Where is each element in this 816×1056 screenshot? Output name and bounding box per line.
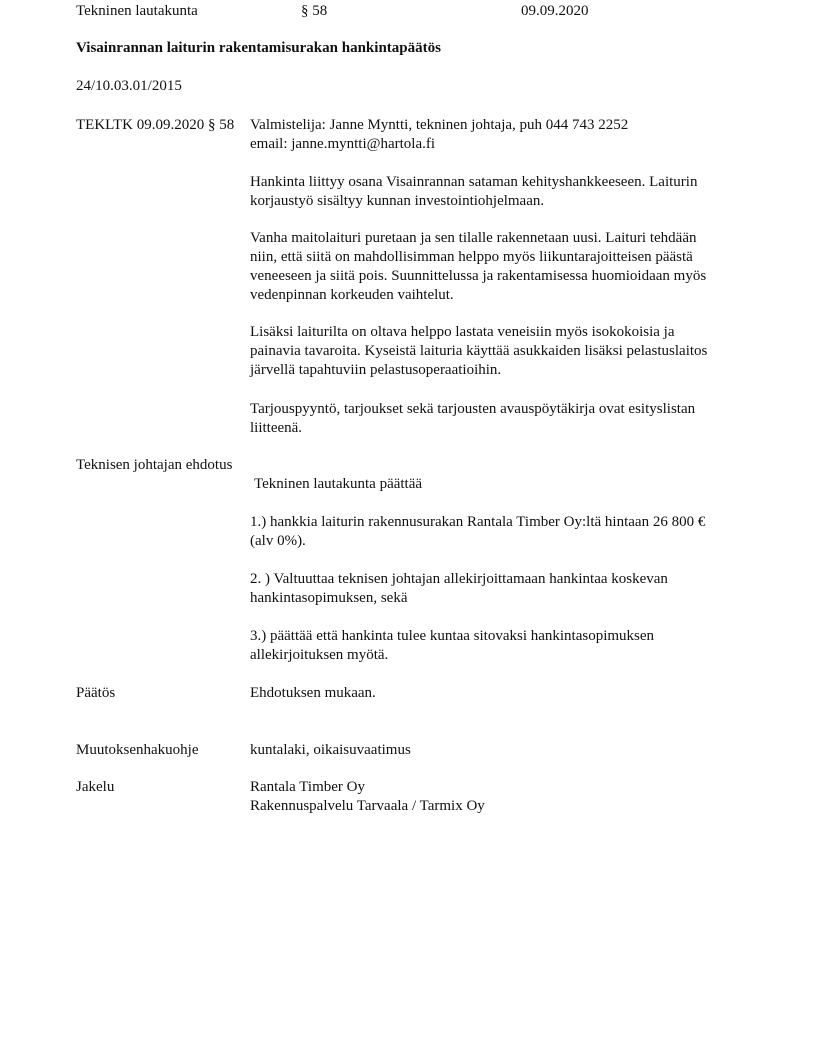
section-number: § 58 [301, 3, 328, 19]
decision-label: Päätös [76, 685, 116, 701]
proposal-label: Teknisen johtajan ehdotus [76, 457, 233, 473]
proposal-item-line: (alv 0%). [250, 533, 306, 549]
paragraph-line: Lisäksi laiturilta on oltava helppo lastata veneisiin myös isokokoisia ja [250, 324, 675, 340]
appeal-value: kuntalaki, oikaisuvaatimus [250, 742, 411, 758]
proposal-item [250, 513, 750, 551]
distribution-label: Jakelu [76, 779, 115, 795]
paragraph-line: Tarjouspyyntö, tarjoukset sekä tarjousten avauspöytäkirja ovat esityslistan [250, 401, 696, 417]
proposal-intro: Tekninen lautakunta päättää [254, 476, 423, 492]
paragraph-line: liitteenä. [250, 420, 303, 436]
paragraph-line: niin, että siitä on mahdollisimman helppo myös liikuntarajoitteisen päästä [250, 249, 693, 265]
paragraph [250, 400, 750, 438]
meeting-reference: TEKLTK 09.09.2020 § 58 [76, 117, 235, 133]
decision-value: Ehdotuksen mukaan. [250, 685, 376, 701]
distribution-recipient: Rantala Timber Oy [250, 779, 365, 795]
paragraph [250, 173, 750, 211]
appeal-label: Muutoksenhakuohje [76, 742, 199, 758]
paragraph-line: painavia tavaroita. Kyseistä laituria käyttää asukkaiden lisäksi pelastuslaitos [250, 343, 708, 359]
paragraph [250, 323, 750, 380]
paragraph-line: järvellä tapahtuviin pelastusoperaatioihin. [250, 362, 502, 378]
paragraph-line: vedenpinnan korkeuden vaihtelut. [250, 287, 454, 303]
proposal-item-line: 2. ) Valtuuttaa teknisen johtajan allekirjoittamaan hankintaa koskevan [250, 571, 668, 587]
paragraph-line: veneeseen ja siitä pois. Suunnittelussa ja rakentamisessa huomioidaan myös [250, 268, 707, 284]
record-number: 24/10.03.01/2015 [76, 78, 182, 94]
proposal-item-line: allekirjoituksen myötä. [250, 647, 389, 663]
paragraph-line: Vanha maitolaituri puretaan ja sen tilalle rakennetaan uusi. Laituri tehdään [250, 230, 697, 246]
meeting-date: 09.09.2020 [521, 3, 589, 19]
proposal-item-line: 3.) päättää että hankinta tulee kuntaa sitovaksi hankintasopimuksen [250, 628, 655, 644]
proposal-item-line: hankintasopimuksen, sekä [250, 590, 408, 606]
document-title: Visainrannan laiturin rakentamisurakan hankintapäätös [76, 40, 441, 56]
proposal-item [250, 627, 750, 665]
proposal-item-line: 1.) hankkia laiturin rakennusurakan Rantala Timber Oy:ltä hintaan 26 800 € [250, 514, 706, 530]
preparer-email: email: janne.myntti@hartola.fi [250, 136, 436, 152]
paragraph-line: Hankinta liittyy osana Visainrannan sataman kehityshankkeeseen. Laiturin [250, 174, 698, 190]
paragraph-line: korjaustyö sisältyy kunnan investointiohjelmaan. [250, 193, 545, 209]
paragraph [250, 229, 750, 305]
board-name: Tekninen lautakunta [76, 3, 198, 19]
preparer-line: Valmistelija: Janne Myntti, tekninen johtaja, puh 044 743 2252 [250, 117, 629, 133]
distribution-recipient: Rakennuspalvelu Tarvaala / Tarmix Oy [250, 798, 485, 814]
proposal-item [250, 570, 750, 608]
